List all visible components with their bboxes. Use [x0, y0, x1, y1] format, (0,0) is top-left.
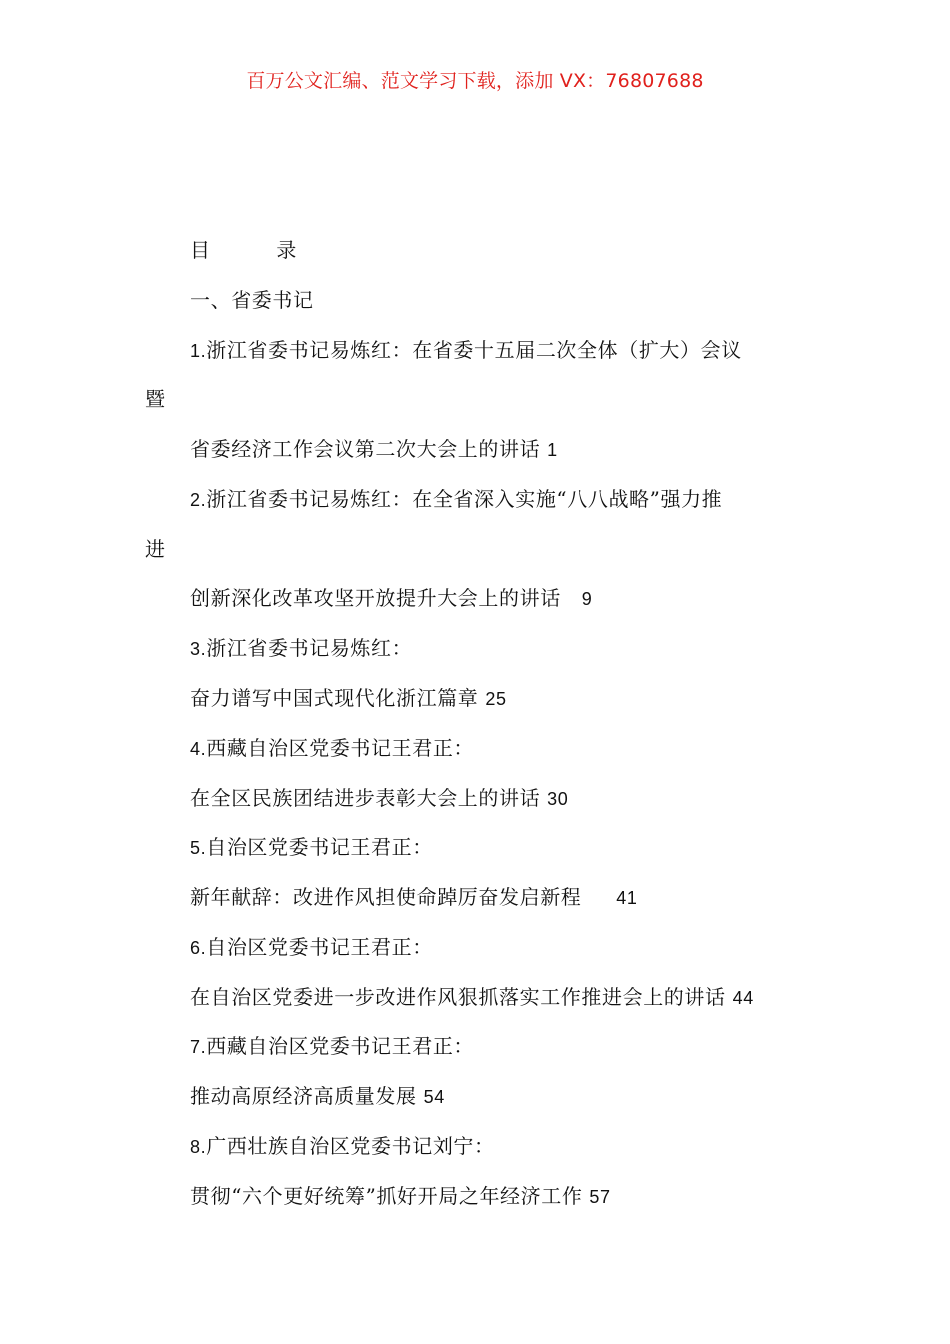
toc-page-number: 30 [547, 789, 569, 809]
toc-entry-subtitle-text: 推动高原经济高质量发展 [190, 1084, 417, 1108]
toc-page-number: 9 [581, 589, 593, 609]
toc-entry-subtitle-text: 创新深化改革攻坚开放提升大会上的讲话 [190, 586, 561, 610]
toc-entry-text: 广西壮族自治区党委书记刘宁： [206, 1134, 495, 1158]
toc-entry-1-subtitle[interactable] [190, 435, 558, 464]
toc-entry-2-wrap: 进 [145, 537, 166, 561]
toc-entry-number: 4. [190, 739, 207, 759]
toc-entry-subtitle-text: 在全区民族团结进步表彰大会上的讲话 [190, 786, 541, 810]
toc-page-number: 41 [616, 888, 638, 908]
toc-entry-number: 6. [190, 938, 207, 958]
toc-entry-6-subtitle[interactable] [190, 983, 754, 1012]
toc-entry-number: 5. [190, 838, 207, 858]
toc-entry-5-subtitle[interactable] [190, 883, 637, 912]
toc-entry-6-title[interactable] [190, 933, 433, 962]
toc-page-number: 44 [732, 988, 754, 1008]
toc-entry-subtitle-text: 奋力谱写中国式现代化浙江篇章 [190, 686, 479, 710]
toc-entry-8-title[interactable] [190, 1132, 495, 1161]
toc-entry-number: 7. [190, 1037, 207, 1057]
toc-entry-number: 3. [190, 639, 207, 659]
toc-entry-subtitle-text: 在自治区党委进一步改进作风狠抓落实工作推进会上的讲话 [190, 985, 726, 1009]
toc-section-heading: 一、省委书记 [190, 288, 314, 312]
toc-page-number: 54 [423, 1087, 445, 1107]
toc-entry-number: 2. [190, 490, 207, 510]
toc-page-number: 57 [589, 1187, 611, 1207]
toc-entry-text: 西藏自治区党委书记王君正： [206, 1034, 475, 1058]
toc-entry-7-title[interactable] [190, 1032, 474, 1061]
toc-entry-number: 1. [190, 341, 207, 361]
toc-entry-text: 浙江省委书记易炼红： [206, 636, 413, 660]
toc-entry-3-title[interactable] [190, 634, 412, 663]
toc-entry-number: 8. [190, 1137, 207, 1157]
toc-entry-7-subtitle[interactable] [190, 1082, 445, 1111]
toc-entry-1-title[interactable] [190, 336, 742, 365]
toc-page-number: 25 [485, 689, 507, 709]
toc-entry-4-title[interactable] [190, 734, 474, 763]
toc-entry-text: 浙江省委书记易炼红：在省委十五届二次全体（扩大）会议 [206, 338, 742, 362]
toc-entry-text: 西藏自治区党委书记王君正： [206, 736, 475, 760]
toc-entry-text: 自治区党委书记王君正： [206, 935, 433, 959]
toc-entry-2-title[interactable] [190, 485, 722, 514]
toc-entry-3-subtitle[interactable] [190, 684, 507, 713]
toc-entry-2-subtitle[interactable] [190, 584, 592, 613]
toc-entry-subtitle-text: 新年献辞：改进作风担使命踔厉奋发启新程 [190, 885, 582, 909]
toc-entry-5-title[interactable] [190, 833, 433, 862]
watermark-header: 百万公文汇编、范文学习下载，添加 VX：76807688 [246, 70, 704, 92]
toc-title: 目 录 [190, 238, 327, 262]
toc-entry-8-subtitle[interactable] [190, 1182, 611, 1211]
toc-entry-1-wrap: 暨 [145, 387, 166, 411]
toc-entry-text: 自治区党委书记王君正： [206, 835, 433, 859]
toc-entry-subtitle-text: 省委经济工作会议第二次大会上的讲话 [190, 437, 541, 461]
toc-entry-4-subtitle[interactable] [190, 784, 568, 813]
toc-entry-subtitle-text: 贯彻“六个更好统筹”抓好开局之年经济工作 [190, 1184, 583, 1208]
toc-entry-text: 浙江省委书记易炼红：在全省深入实施“八八战略”强力推 [206, 487, 723, 511]
toc-page-number: 1 [547, 440, 558, 460]
